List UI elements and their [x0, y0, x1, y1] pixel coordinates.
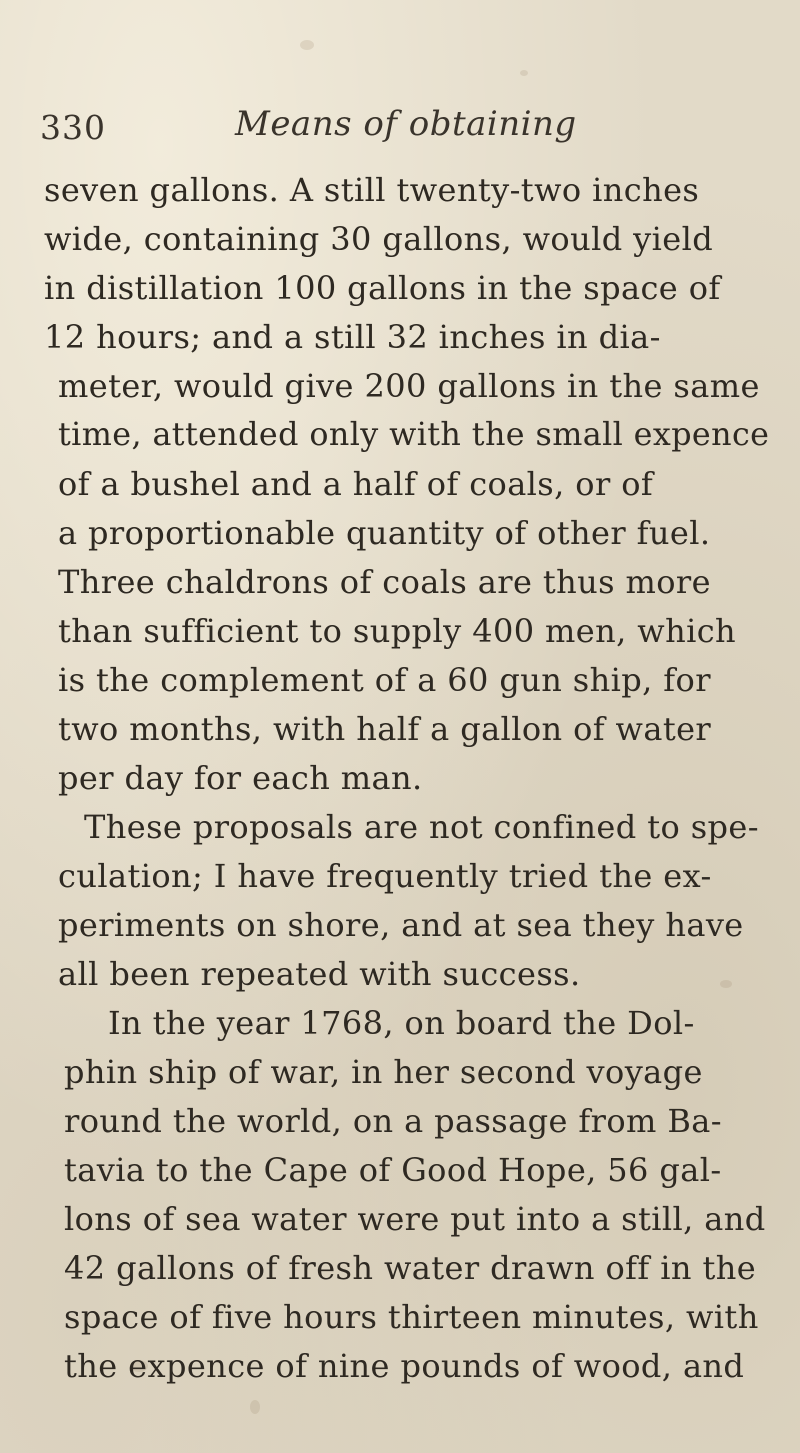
text-line: wide, containing 30 gallons, would yield	[44, 220, 714, 258]
text-line: Three chaldrons of coals are thus more	[58, 563, 711, 601]
paper-spot	[250, 1400, 260, 1414]
text-line: is the complement of a 60 gun ship, for	[58, 661, 711, 699]
text-line: in distillation 100 gallons in the space of	[44, 269, 721, 307]
text-line: than sufficient to supply 400 men, which	[58, 612, 737, 650]
paper-spot	[300, 40, 314, 50]
text-line: round the world, on a passage from Ba-	[64, 1102, 722, 1140]
text-line: time, attended only with the small expence	[58, 417, 770, 453]
text-line: the expence of nine pounds of wood, and	[64, 1347, 745, 1385]
text-line: phin ship of war, in her second voyage	[64, 1053, 703, 1091]
text-line: These proposals are not confined to spe-	[84, 808, 759, 846]
text-line: tavia to the Cape of Good Hope, 56 gal-	[64, 1151, 722, 1189]
paper-spot	[720, 980, 732, 988]
page-number: 330	[40, 108, 106, 147]
text-line: space of five hours thirteen minutes, with	[64, 1298, 759, 1336]
text-line: culation; I have frequently tried the ex-	[58, 857, 712, 895]
text-line: periments on shore, and at sea they have	[58, 906, 744, 944]
text-line: 42 gallons of fresh water drawn off in the	[64, 1249, 757, 1287]
text-line: all been repeated with success.	[58, 955, 581, 993]
running-head	[40, 104, 740, 150]
text-line: seven gallons. A still twenty-two inches	[44, 171, 700, 209]
text-line: 12 hours; and a still 32 inches in dia-	[44, 318, 661, 356]
paper-spot	[520, 70, 528, 76]
text-line: a proportionable quantity of other fuel.	[58, 514, 711, 552]
text-line: lons of sea water were put into a still, and	[64, 1200, 766, 1238]
text-line: In the year 1768, on board the Dol-	[108, 1004, 695, 1042]
text-line: of a bushel and a half of coals, or of	[58, 465, 654, 503]
running-head-title: Means of obtaining	[235, 104, 577, 144]
text-line: two months, with half a gallon of water	[58, 710, 712, 748]
text-line: per day for each man.	[58, 759, 423, 797]
text-line: meter, would give 200 gallons in the same	[58, 367, 760, 405]
